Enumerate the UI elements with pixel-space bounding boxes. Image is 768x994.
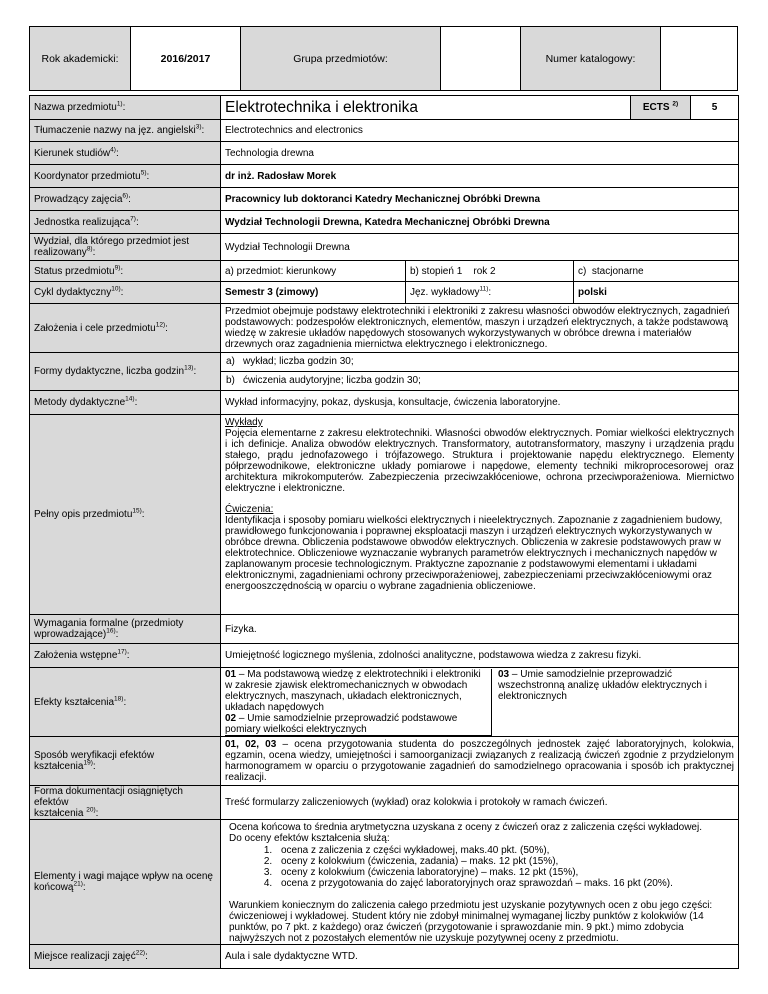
coordinator-label: Koordynator przedmiotu$^{5)}$:	[30, 165, 221, 188]
status-label: Status przedmiotu$^{9)}$:	[30, 261, 221, 282]
row-subject-name	[30, 96, 739, 120]
outcome-01	[225, 669, 492, 736]
cycle-label: Cykl dydaktyczny$^{10)}$:	[30, 282, 221, 304]
instructor-value: Pracownicy lub doktoranci Katedry Mechanicznej Obróbki Drewna	[221, 188, 739, 211]
forms-list	[221, 353, 738, 390]
outcomes-label: Efekty kształcenia$^{18)}$:	[30, 668, 221, 737]
ects-label: ECTS $^{2)}$	[631, 96, 691, 120]
outcome-02-code: 02	[225, 713, 237, 724]
outcomes-value	[221, 668, 739, 737]
grading-list	[229, 845, 734, 889]
row-goals	[30, 304, 739, 353]
row-forms	[30, 353, 739, 391]
grading-value	[221, 820, 739, 945]
status-level: b) stopień 1 rok 2	[406, 261, 574, 282]
forms-label: Formy dydaktyczne, liczba godzin$^{13)}$:	[30, 353, 221, 391]
exercise-heading: Ćwiczenia:	[225, 504, 274, 515]
row-instructor	[30, 188, 739, 211]
forms-item-text: ćwiczenia audytoryjne; liczba godzin 30;	[243, 375, 421, 387]
forms-item	[221, 371, 738, 390]
header-box	[29, 26, 738, 91]
outcome-01-code: 01	[225, 669, 237, 680]
coordinator-value: dr inż. Radosław Morek	[221, 165, 739, 188]
cycle-semester: Semestr 3 (zimowy)	[221, 282, 406, 304]
place-value: Aula i sale dydaktyczne WTD.	[221, 945, 739, 969]
prerequisites-value: Umiejętność logicznego myślenia, zdolności analityczne, podstawowa wiedza z zakresu fizyki.	[221, 644, 739, 668]
verification-value	[221, 737, 739, 786]
row-description	[30, 415, 739, 615]
verification-text: – ocena przygotowania studenta do poszczególnych jednostek zajęć laboratoryjnych, kolokwia, egzamin, ocena wiedzy, umiejętności i samoorganizacji związanych z realizacją ćwiczeń zgodnie z przydzielonym harmonogramem w oparciu o przygotowanie zagadnień do samodzielnego opracowania i sposób ich praktycznej realizacji.	[225, 739, 735, 783]
goals-value: Przedmiot obejmuje podstawy elektrotechniki i elektroniki z zakresu własności obwodów elektrycznych, zagadnień podstawowych: podzespołów elektronicznych, elementów, maszyn i urządzeń elektrycznych, a także podstawową wiedzę w zakresie układów napędowych stosowanych wykorzystywanych w obróbce drewna i materiałów drzewnych oraz zagadnienia miernictwa elektrycznego i elektronicznego.	[221, 304, 739, 353]
translation-label: Tłumaczenie nazwy na jęz. angielski$^{3)}$:	[30, 120, 221, 142]
academic-year-value: 2016/2017	[130, 27, 240, 90]
grading-item: 1. ocena z zaliczenia z części wykładowej, maks.40 pkt. (50%),	[275, 845, 734, 856]
forms-item-marker: b)	[226, 375, 235, 387]
catalog-number-label: Numer katalogowy:	[520, 27, 660, 90]
row-field-of-study	[30, 142, 739, 165]
status-mode: c) stacjonarne	[574, 261, 739, 282]
lecture-text: Pojęcia elementarne z zakresu elektrotechniki. Własności obwodów elektrycznych. Pomiar wielkości elektrycznych i ich definicje. Analiza obwodów elektrycznych. Transformatory, autotransformatory, maszyny i urządzenia prądu stałego, prądu jednofazowego i trójfazowego. Struktura i projektowanie napędu elektrycznego. Elementy półprzewodnikowe, elektroniczne układy pomiarowe i napędowe, elementy techniki mikroprocesorowej oraz architektura mikrokomputerów. Zabezpieczenia przeciwzakłóceniowe, ochrona przeciwporażeniowa. Miernictwo elektryczne i elektroniczne.	[225, 428, 735, 494]
outcome-03-text: – Umie samodzielnie przeprowadzić wszechstronną analizę układów elektrycznych i elektronicznych	[498, 669, 707, 702]
row-prerequisites	[30, 644, 739, 668]
goals-label: Założenia i cele przedmiotu$^{12)}$:	[30, 304, 221, 353]
verification-label: Sposób weryfikacji efektów kształcenia$^{19)}$:	[30, 737, 221, 786]
subject-name-label: Nazwa przedmiotu$^{1)}$:	[30, 96, 221, 120]
row-grading	[30, 820, 739, 945]
outcome-03-code: 03	[498, 669, 510, 680]
row-unit	[30, 211, 739, 234]
description-label: Pełny opis przedmiotu$^{15)}$:	[30, 415, 221, 615]
outcome-03	[492, 669, 738, 736]
outcomes-grid	[225, 669, 738, 736]
forms-item-marker: a)	[221, 353, 243, 371]
row-outcomes	[30, 668, 739, 737]
lecture-heading: Wykłady	[225, 417, 263, 428]
grading-note: Warunkiem koniecznym do zaliczenia całego przedmiotu jest uzyskanie pozytywnych ocen z obu jego części: ćwiczeniowej i wykładowej. Student który nie zdobył minimalnej wymaganej liczby punktów z kolokwiów (14 punktów, po 7 pkt. z każdego) oraz ćwiczeń (przygotowanie i sprawozdanie min. 9 pkt.) mimo zdobycia najwyższych not z pozostałych elementów nie uzyskuje pozytywnej oceny z przedmiotu.	[229, 900, 713, 944]
outcome-02-text: – Umie samodzielnie przeprowadzić podstawowe pomiary wielkości elektrycznych	[225, 713, 458, 735]
translation-value: Electrotechnics and electronics	[221, 120, 739, 142]
forms-item	[221, 353, 738, 371]
methods-value: Wykład informacyjny, pokaz, dyskusja, konsultacje, ćwiczenia laboratoryjne.	[221, 391, 739, 415]
field-of-study-value: Technologia drewna	[221, 142, 739, 165]
grading-label: Elementy i wagi mające wpływ na ocenę końcową$^{21)}$:	[30, 820, 221, 945]
methods-label: Metody dydaktyczne$^{14)}$:	[30, 391, 221, 415]
forms-value	[221, 353, 739, 391]
subject-group-value	[440, 27, 520, 90]
prerequisites-label: Założenia wstępne$^{17)}$:	[30, 644, 221, 668]
row-requirements	[30, 615, 739, 644]
language-label: Jęz. wykładowy$^{11)}$:	[406, 282, 574, 304]
place-label: Miejsce realizacji zajęć$^{22)}$:	[30, 945, 221, 969]
outcome-01-text: – Ma podstawową wiedzę z elektrotechniki i elektroniki w zakresie zjawisk elektromechanicznych w obwodach elektrycznych, maszynach, układach elektronicznych, układach napędowych	[225, 669, 481, 713]
requirements-label: Wymagania formalne (przedmioty wprowadzające)$^{16)}$:	[30, 615, 221, 644]
row-documentation	[30, 786, 739, 820]
unit-label: Jednostka realizująca$^{7)}$:	[30, 211, 221, 234]
row-status	[30, 261, 739, 282]
documentation-label: Forma dokumentacji osiągniętych efektów kształcenia $^{20)}$:	[30, 786, 221, 820]
subject-group-label: Grupa przedmiotów:	[240, 27, 440, 90]
grading-intro: Ocena końcowa to średnia arytmetyczna uzyskana z oceny z ćwiczeń oraz z zaliczenia części wykładowej.	[229, 822, 702, 833]
catalog-number-value	[660, 27, 737, 90]
faculty-label: Wydział, dla którego przedmiot jest realizowany$^{8)}$:	[30, 234, 221, 261]
verification-codes: 01, 02, 03	[225, 739, 277, 750]
row-cycle	[30, 282, 739, 304]
row-methods	[30, 391, 739, 415]
academic-year-label: Rok akademicki:	[30, 27, 130, 90]
exercise-text: Identyfikacja i sposoby pomiaru wielkości elektrycznych i nieelektrycznych. Zapoznanie z zagadnieniem budowy, prawidłowego funkcjonowania i poprawnej eksploatacji maszyn i urządzeń elektrycznych wykorzystywanych w obróbce drewna. Obliczenia podstawowe obwodów elektrycznych. Obliczenia w zakresie podstawowych praw w elektrotechnice. Obliczeniowe wyznaczanie wybranych parametrów elektrycznych i mechanicznych napędów w zaplanowanym procesie technologicznym. Praktyczne zapoznanie z podstawowymi elementami i układami elektronicznymi, zagadnieniami ochrony przeciwporażeniowej, zabezpieczeniami przeciwzakłóceniowymi oraz energooszczędnością w oparciu o wybrane zagadnienia obliczeniowe.	[225, 515, 723, 592]
description-value	[221, 415, 739, 615]
row-verification	[30, 737, 739, 786]
row-translation	[30, 120, 739, 142]
documentation-value: Treść formularzy zaliczeniowych (wykład) oraz kolokwia i protokoły w ramach ćwiczeń.	[221, 786, 739, 820]
row-faculty	[30, 234, 739, 261]
unit-value: Wydział Technologii Drewna, Katedra Mechanicznej Obróbki Drewna	[221, 211, 739, 234]
syllabus-table	[29, 95, 739, 969]
subject-name-value: Elektrotechnika i elektronika	[221, 96, 631, 120]
requirements-value: Fizyka.	[221, 615, 739, 644]
language-value: polski	[574, 282, 739, 304]
grading-item: 3. oceny z kolokwium (ćwiczenia laboratoryjne) – maks. 12 pkt (15%),	[275, 867, 734, 878]
row-coordinator	[30, 165, 739, 188]
status-type: a) przedmiot: kierunkowy	[221, 261, 406, 282]
row-place	[30, 945, 739, 969]
ects-value: 5	[691, 96, 739, 120]
grading-intro-2: Do oceny efektów kształcenia służą:	[229, 833, 390, 844]
instructor-label: Prowadzący zajęcia$^{6)}$:	[30, 188, 221, 211]
grading-item: 4. ocena z przygotowania do zajęć laboratoryjnych oraz sprawozdań – maks. 16 pkt (20%).	[275, 878, 734, 889]
grading-item: 2. oceny z kolokwium (ćwiczenia, zadania) – maks. 12 pkt (15%),	[275, 856, 734, 867]
faculty-value: Wydział Technologii Drewna	[221, 234, 739, 261]
field-of-study-label: Kierunek studiów$^{4)}$:	[30, 142, 221, 165]
forms-item-text: wykład; liczba godzin 30;	[243, 353, 738, 371]
